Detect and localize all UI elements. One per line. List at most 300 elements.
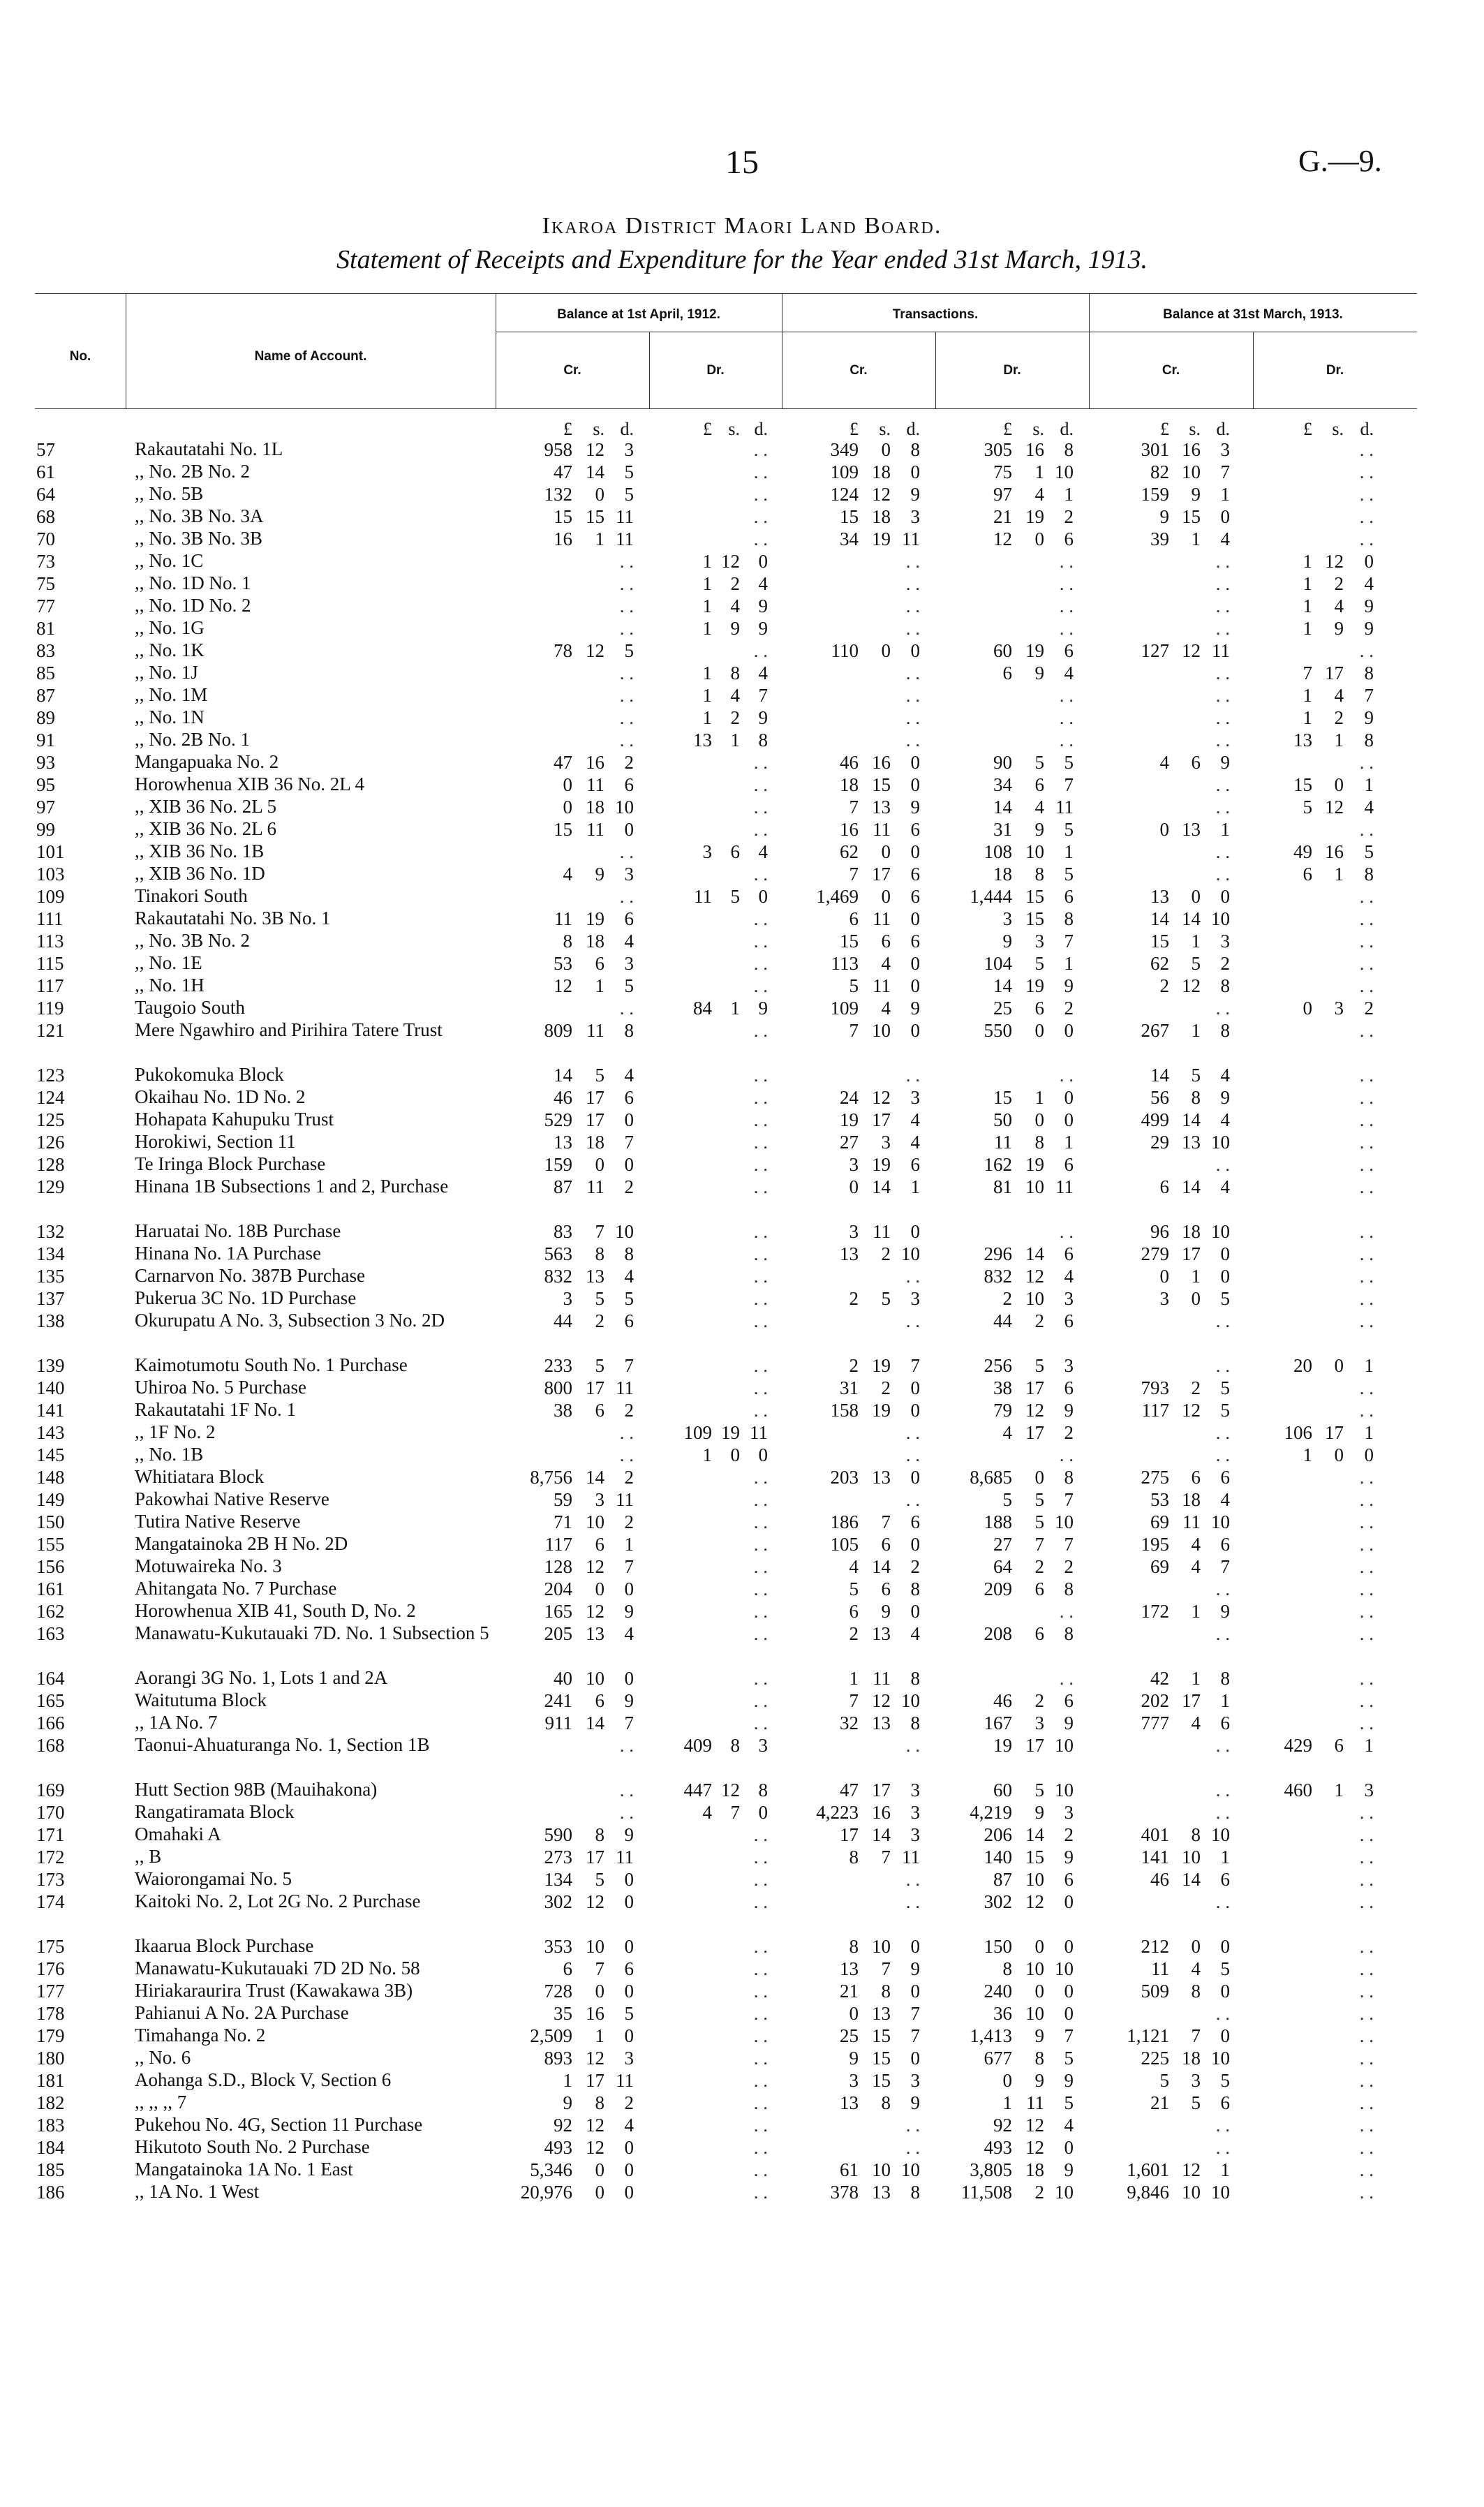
amount-pence: 10: [1211, 2182, 1230, 2203]
amount-pounds: 11: [694, 886, 712, 907]
amount-shillings: 6: [881, 931, 891, 952]
account-name: Whitiatara Block: [135, 1466, 265, 1487]
unit-label-pound: £: [1003, 419, 1012, 439]
amount-pence: 9: [1064, 2070, 1074, 2091]
table-row: [0, 1980, 1484, 2002]
amount-pence: 4: [624, 931, 634, 952]
amount-pounds: 256: [984, 1355, 1012, 1376]
amount-pence: 2: [1064, 998, 1074, 1019]
amount-shillings: 4: [1191, 1713, 1201, 1733]
amount-pounds: 71: [554, 1511, 572, 1532]
amount-pence: 0: [624, 1891, 634, 1912]
amount-pence: 9: [910, 797, 920, 818]
amount-shillings: 5: [730, 886, 740, 907]
empty-amount: . .: [753, 1891, 768, 1912]
empty-amount: . .: [753, 953, 768, 974]
amount-shillings: 1: [1034, 461, 1044, 482]
amount-shillings: 2: [730, 573, 740, 594]
amount-pence: 9: [758, 618, 768, 639]
amount-pounds: 1: [702, 551, 712, 572]
amount-shillings: 1: [1191, 931, 1201, 952]
amount-pence: 9: [624, 1601, 634, 1622]
empty-amount: . .: [753, 484, 768, 505]
empty-amount: . .: [1215, 1578, 1230, 1599]
empty-amount: . .: [619, 596, 634, 616]
amount-shillings: 0: [595, 1981, 604, 2002]
amount-pence: 11: [902, 528, 920, 549]
amount-shillings: 8: [730, 1735, 740, 1756]
amount-pence: 11: [1055, 1176, 1074, 1197]
empty-amount: . .: [1359, 2003, 1374, 2024]
amount-pounds: 958: [544, 439, 572, 460]
empty-amount: . .: [1359, 1020, 1374, 1041]
account-name: ,, XIB 36 No. 2L 6: [135, 818, 276, 839]
amount-pounds: 14: [1150, 908, 1169, 929]
amount-pence: 9: [1364, 618, 1374, 639]
amount-pounds: 3: [563, 1288, 572, 1309]
amount-pence: 2: [624, 1467, 634, 1488]
amount-shillings: 11: [586, 1176, 604, 1197]
empty-amount: . .: [753, 439, 768, 460]
table-row: [0, 617, 1484, 639]
amount-shillings: 1: [595, 528, 604, 549]
amount-pence: 10: [1211, 1511, 1230, 1532]
row-number: 145: [36, 1444, 65, 1465]
empty-amount: . .: [1359, 1578, 1374, 1599]
amount-shillings: 17: [872, 1109, 891, 1130]
amount-shillings: 7: [730, 1802, 740, 1823]
amount-pounds: 132: [544, 484, 572, 505]
amount-pounds: 1: [702, 618, 712, 639]
document-code: G.—9.: [1298, 144, 1382, 178]
amount-pounds: 117: [544, 1534, 572, 1555]
amount-pounds: 7: [849, 1020, 859, 1041]
empty-amount: . .: [753, 1824, 768, 1845]
empty-amount: . .: [1215, 1355, 1230, 1376]
amount-pence: 2: [1364, 998, 1374, 1019]
row-number: 77: [36, 596, 55, 616]
empty-amount: . .: [1215, 2115, 1230, 2136]
amount-shillings: 5: [1191, 1065, 1201, 1086]
amount-shillings: 0: [1034, 1936, 1044, 1957]
amount-shillings: 8: [1034, 2048, 1044, 2069]
row-number: 89: [36, 707, 55, 728]
amount-shillings: 5: [1034, 752, 1044, 773]
amount-pence: 0: [1064, 2003, 1074, 2024]
amount-shillings: 0: [1191, 1936, 1201, 1957]
unit-label-d: d.: [620, 419, 634, 439]
amount-pence: 4: [758, 663, 768, 683]
amount-shillings: 15: [1025, 886, 1044, 907]
amount-pounds: 409: [683, 1735, 712, 1756]
row-number: 183: [36, 2115, 65, 2136]
row-number: 150: [36, 1511, 65, 1532]
amount-pounds: 47: [554, 461, 572, 482]
amount-pounds: 296: [984, 1243, 1012, 1264]
amount-pence: 4: [1220, 1065, 1230, 1086]
amount-pounds: 1: [702, 1444, 712, 1465]
empty-amount: . .: [753, 1511, 768, 1532]
amount-pence: 8: [1220, 1668, 1230, 1689]
empty-amount: . .: [753, 1377, 768, 1398]
amount-shillings: 12: [872, 1690, 891, 1711]
amount-shillings: 2: [881, 1243, 891, 1264]
amount-pounds: 13: [1293, 730, 1312, 750]
empty-amount: . .: [1215, 707, 1230, 728]
amount-shillings: 6: [595, 1690, 604, 1711]
amount-shillings: 17: [1325, 1422, 1344, 1443]
amount-pence: 0: [1364, 551, 1374, 572]
amount-pence: 1: [1364, 1355, 1374, 1376]
amount-pence: 5: [1064, 2092, 1074, 2113]
table-row: [0, 595, 1484, 617]
row-number: 164: [36, 1668, 65, 1689]
amount-shillings: 17: [1025, 1422, 1044, 1443]
empty-amount: . .: [619, 886, 634, 907]
amount-pounds: 3: [849, 2070, 859, 2091]
amount-shillings: 8: [1034, 1132, 1044, 1153]
empty-amount: . .: [905, 1869, 920, 1890]
amount-pounds: 241: [544, 1690, 572, 1711]
amount-pence: 0: [1064, 1087, 1074, 1108]
amount-pence: 6: [624, 1958, 634, 1979]
amount-shillings: 2: [730, 707, 740, 728]
amount-pounds: 0: [563, 774, 572, 795]
amount-pounds: 62: [1150, 953, 1169, 974]
row-number: 184: [36, 2137, 65, 2158]
table-row: [0, 818, 1484, 841]
amount-pounds: 832: [544, 1266, 572, 1287]
amount-pence: 3: [910, 1824, 920, 1845]
empty-amount: . .: [1359, 908, 1374, 929]
empty-amount: . .: [1359, 1221, 1374, 1242]
amount-pounds: 87: [554, 1176, 572, 1197]
amount-pounds: 21: [840, 1981, 859, 2002]
table-row: [0, 952, 1484, 975]
amount-shillings: 19: [1025, 975, 1044, 996]
table-row: [0, 841, 1484, 863]
amount-pence: 6: [1064, 1690, 1074, 1711]
amount-pounds: 302: [544, 1891, 572, 1912]
amount-pence: 2: [624, 1176, 634, 1197]
empty-amount: . .: [905, 2115, 920, 2136]
amount-pounds: 25: [840, 2025, 859, 2046]
account-name: Horokiwi, Section 11: [135, 1131, 296, 1152]
empty-amount: . .: [753, 1869, 768, 1890]
amount-pence: 6: [910, 819, 920, 840]
amount-pence: 1: [1220, 2159, 1230, 2180]
account-name: Waiorongamai No. 5: [135, 1868, 292, 1889]
amount-pence: 4: [1064, 1266, 1074, 1287]
amount-shillings: 0: [1034, 528, 1044, 549]
table-row: [0, 1600, 1484, 1622]
amount-pounds: 14: [1150, 1065, 1169, 1086]
amount-pounds: 5: [849, 975, 859, 996]
row-number: 173: [36, 1869, 65, 1890]
unit-label-d: d.: [1216, 419, 1230, 439]
amount-shillings: 1: [1191, 528, 1201, 549]
amount-pence: 11: [616, 1847, 634, 1868]
amount-pence: 4: [624, 1266, 634, 1287]
amount-pounds: 87: [993, 1869, 1012, 1890]
empty-amount: . .: [1359, 528, 1374, 549]
unit-label-s: s.: [1189, 419, 1201, 439]
table-row: [0, 550, 1484, 572]
amount-pounds: 13: [554, 1132, 572, 1153]
amount-pounds: 27: [840, 1132, 859, 1153]
row-number: 97: [36, 797, 55, 818]
amount-pounds: 62: [840, 841, 859, 862]
amount-shillings: 19: [1025, 640, 1044, 661]
row-number: 111: [36, 908, 64, 929]
amount-pounds: 82: [1150, 461, 1169, 482]
table-row: [0, 2136, 1484, 2159]
amount-pounds: 19: [840, 1109, 859, 1130]
amount-pounds: 13: [840, 2092, 859, 2113]
amount-pounds: 6: [1159, 1176, 1169, 1197]
table-row: [0, 572, 1484, 595]
account-name: Mangatainoka 1A No. 1 East: [135, 2159, 353, 2180]
amount-shillings: 4: [730, 685, 740, 706]
amount-pence: 4: [1364, 573, 1374, 594]
row-number: 174: [36, 1891, 65, 1912]
empty-amount: . .: [1059, 1065, 1074, 1086]
empty-amount: . .: [1215, 618, 1230, 639]
amount-pounds: 3: [849, 1221, 859, 1242]
empty-amount: . .: [753, 1578, 768, 1599]
empty-amount: . .: [905, 551, 920, 572]
amount-pence: 11: [1055, 797, 1074, 818]
amount-shillings: 0: [595, 1578, 604, 1599]
table-row: [0, 1533, 1484, 1555]
amount-pounds: 31: [840, 1377, 859, 1398]
amount-pounds: 8,756: [530, 1467, 572, 1488]
row-number: 179: [36, 2025, 65, 2046]
empty-amount: . .: [1359, 1288, 1374, 1309]
amount-shillings: 7: [595, 1958, 604, 1979]
amount-pence: 0: [624, 1578, 634, 1599]
table-row: [0, 1153, 1484, 1176]
amount-pounds: 5: [849, 1578, 859, 1599]
table-row: [0, 1801, 1484, 1824]
amount-pounds: 9: [1159, 506, 1169, 527]
amount-pence: 7: [910, 2025, 920, 2046]
table-title: Ikaroa District Maori Land Board.: [542, 213, 942, 239]
amount-shillings: 16: [872, 752, 891, 773]
amount-pence: 0: [1064, 1936, 1074, 1957]
amount-shillings: 11: [586, 774, 604, 795]
amount-pounds: 97: [993, 484, 1012, 505]
amount-shillings: 4: [1191, 1556, 1201, 1577]
amount-pence: 1: [1064, 484, 1074, 505]
amount-pounds: 4: [1002, 1422, 1012, 1443]
empty-amount: . .: [1059, 573, 1074, 594]
empty-amount: . .: [753, 2003, 768, 2024]
amount-shillings: 18: [1025, 2159, 1044, 2180]
amount-pounds: 159: [544, 1154, 572, 1175]
amount-shillings: 14: [1182, 908, 1201, 929]
amount-shillings: 9: [1034, 819, 1044, 840]
amount-pence: 0: [1220, 1936, 1230, 1957]
amount-pence: 0: [758, 1444, 768, 1465]
account-name: Pahianui A No. 2A Purchase: [135, 2002, 349, 2023]
amount-pence: 11: [616, 1377, 634, 1398]
empty-amount: . .: [905, 1422, 920, 1443]
table-row: [0, 1466, 1484, 1488]
account-name: Haruatai No. 18B Purchase: [135, 1220, 341, 1241]
empty-amount: . .: [1215, 596, 1230, 616]
amount-pence: 1: [624, 1534, 634, 1555]
amount-shillings: 2: [1034, 1310, 1044, 1331]
amount-pence: 6: [624, 1310, 634, 1331]
amount-pounds: 13: [840, 1243, 859, 1264]
empty-amount: . .: [1359, 1467, 1374, 1488]
amount-pounds: 7: [1303, 663, 1312, 683]
amount-shillings: 0: [1034, 1467, 1044, 1488]
amount-pounds: 4: [702, 1802, 712, 1823]
empty-amount: . .: [1215, 1802, 1230, 1823]
header-dr-trans: Dr.: [1003, 363, 1021, 378]
account-name: Motuwaireka No. 3: [135, 1555, 282, 1576]
empty-amount: . .: [753, 1534, 768, 1555]
amount-shillings: 12: [586, 1556, 604, 1577]
amount-pounds: 6: [1002, 663, 1012, 683]
amount-pence: 6: [624, 908, 634, 929]
empty-amount: . .: [1359, 1266, 1374, 1287]
empty-amount: . .: [1215, 864, 1230, 885]
empty-amount: . .: [1359, 1534, 1374, 1555]
amount-pounds: 550: [984, 1020, 1012, 1041]
amount-shillings: 5: [881, 1288, 891, 1309]
amount-shillings: 5: [595, 1355, 604, 1376]
amount-pounds: 15: [554, 819, 572, 840]
amount-pence: 0: [910, 774, 920, 795]
amount-shillings: 3: [1034, 931, 1044, 952]
amount-pence: 6: [1064, 1154, 1074, 1175]
empty-amount: . .: [1215, 1891, 1230, 1912]
table-row: [0, 662, 1484, 684]
amount-pence: 9: [1064, 1713, 1074, 1733]
amount-pence: 4: [910, 1623, 920, 1644]
amount-pence: 6: [1064, 1243, 1074, 1264]
amount-shillings: 3: [595, 1489, 604, 1510]
row-number: 125: [36, 1109, 65, 1130]
amount-shillings: 6: [730, 841, 740, 862]
amount-shillings: 10: [1025, 1869, 1044, 1890]
amount-pounds: 590: [544, 1824, 572, 1845]
row-number: 140: [36, 1377, 65, 1398]
row-number: 93: [36, 752, 55, 773]
amount-shillings: 4: [1191, 1534, 1201, 1555]
amount-shillings: 18: [872, 506, 891, 527]
account-name: Hiriakaraurira Trust (Kawakawa 3B): [135, 1980, 413, 2001]
amount-pence: 6: [1064, 1310, 1074, 1331]
table-row: [0, 2181, 1484, 2203]
amount-pounds: 460: [1284, 1780, 1312, 1800]
amount-pounds: 35: [554, 2003, 572, 2024]
amount-shillings: 17: [586, 1109, 604, 1130]
amount-pounds: 83: [554, 1221, 572, 1242]
account-name: Pukokomuka Block: [135, 1064, 284, 1085]
amount-shillings: 12: [1182, 975, 1201, 996]
amount-shillings: 9: [881, 1601, 891, 1622]
amount-pounds: 302: [984, 1891, 1012, 1912]
row-number: 135: [36, 1266, 65, 1287]
amount-pounds: 3,805: [970, 2159, 1012, 2180]
amount-shillings: 11: [586, 819, 604, 840]
empty-amount: . .: [753, 1556, 768, 1577]
amount-shillings: 2: [595, 1310, 604, 1331]
empty-amount: . .: [1059, 1221, 1074, 1242]
amount-shillings: 0: [595, 484, 604, 505]
amount-shillings: 7: [1191, 2025, 1201, 2046]
amount-pence: 6: [910, 886, 920, 907]
amount-shillings: 14: [1025, 1824, 1044, 1845]
account-name: ,, No. 1G: [135, 617, 205, 638]
unit-label-pound: £: [1303, 419, 1312, 439]
row-number: 115: [36, 953, 64, 974]
amount-pounds: 14: [554, 1065, 572, 1086]
row-number: 75: [36, 573, 55, 594]
amount-shillings: 14: [586, 461, 604, 482]
empty-amount: . .: [753, 1109, 768, 1130]
amount-shillings: 3: [1334, 998, 1344, 1019]
table-row: [0, 1488, 1484, 1511]
unit-label-s: s.: [728, 419, 740, 439]
empty-amount: . .: [1359, 975, 1374, 996]
table-row: [0, 908, 1484, 930]
empty-amount: . .: [1215, 1623, 1230, 1644]
amount-pence: 8: [1064, 908, 1074, 929]
amount-pence: 10: [1055, 1511, 1074, 1532]
amount-pence: 5: [624, 2003, 634, 2024]
table-row: [0, 1667, 1484, 1689]
amount-shillings: 17: [1182, 1243, 1201, 1264]
amount-shillings: 9: [730, 618, 740, 639]
empty-amount: . .: [753, 2115, 768, 2136]
amount-pounds: 1: [1303, 551, 1312, 572]
row-number: 81: [36, 618, 55, 639]
account-name: Taonui-Ahuaturanga No. 1, Section 1B: [135, 1734, 430, 1755]
amount-shillings: 6: [1191, 752, 1201, 773]
amount-shillings: 10: [1182, 1847, 1201, 1868]
amount-pounds: 31: [993, 819, 1012, 840]
amount-pence: 3: [910, 2070, 920, 2091]
amount-shillings: 11: [1026, 2092, 1044, 2113]
account-name: Mangapuaka No. 2: [135, 751, 279, 772]
amount-pence: 0: [624, 1154, 634, 1175]
account-name: Okaihau No. 1D No. 2: [135, 1086, 306, 1107]
amount-pounds: 15: [554, 506, 572, 527]
amount-pence: 0: [624, 1981, 634, 2002]
empty-amount: . .: [1359, 2159, 1374, 2180]
amount-pounds: 1: [702, 685, 712, 706]
account-name: Kaitoki No. 2, Lot 2G No. 2 Purchase: [135, 1891, 421, 1911]
row-number: 103: [36, 864, 65, 885]
empty-amount: . .: [1215, 774, 1230, 795]
amount-pounds: 127: [1141, 640, 1169, 661]
amount-pounds: 7: [849, 1690, 859, 1711]
amount-pence: 9: [910, 2092, 920, 2113]
amount-pence: 10: [1055, 461, 1074, 482]
empty-amount: . .: [1215, 573, 1230, 594]
amount-pence: 0: [758, 1802, 768, 1823]
amount-pence: 8: [1064, 1467, 1074, 1488]
amount-pounds: 162: [984, 1154, 1012, 1175]
account-name: Horowhenua XIB 41, South D, No. 2: [135, 1600, 416, 1621]
empty-amount: . .: [619, 663, 634, 683]
amount-pence: 0: [910, 1936, 920, 1957]
